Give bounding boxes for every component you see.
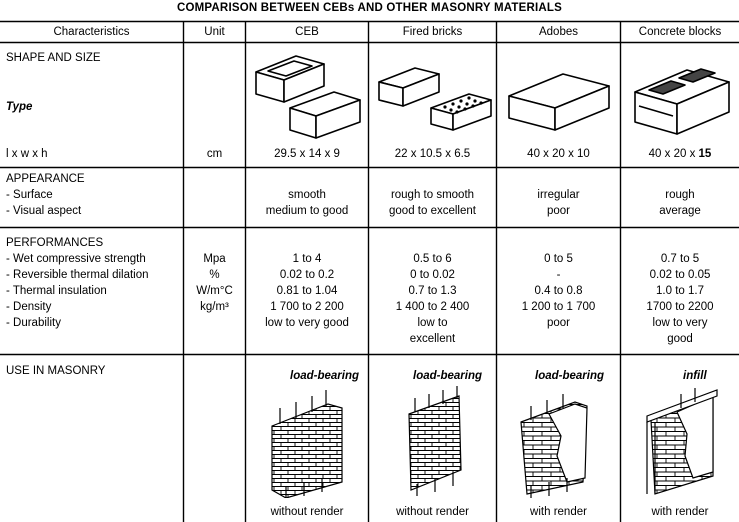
perf-label-strength: - Wet compressive strength xyxy=(6,253,146,265)
perf-unit-dilation: % xyxy=(209,269,220,281)
col-header-concrete: Concrete blocks xyxy=(638,26,722,38)
ceb-wall-illustration xyxy=(246,386,368,498)
shape-dims-unit: cm xyxy=(206,148,223,160)
perf-fired-2: 0.7 to 1.3 xyxy=(408,285,457,297)
ceb-blocks-illustration xyxy=(246,44,368,144)
appearance-heading: APPEARANCE xyxy=(6,173,85,185)
fired-wall-illustration xyxy=(369,386,496,498)
perf-adobes-4: poor xyxy=(546,317,571,329)
appearance-fired-surface: rough to smooth xyxy=(390,189,475,201)
perf-concrete-2: 1.0 to 1.7 xyxy=(656,285,704,297)
appearance-adobes-surface: irregular xyxy=(537,189,580,201)
perf-adobes-2: 0.4 to 0.8 xyxy=(534,285,583,297)
perf-unit-insulation: W/m°C xyxy=(196,285,233,297)
masonry-concrete-use: infill xyxy=(683,370,707,382)
appearance-adobes-visual: poor xyxy=(546,205,571,217)
perf-fired-0: 0.5 to 6 xyxy=(413,253,452,265)
shape-dims-ceb: 29.5 x 14 x 9 xyxy=(274,148,340,160)
col-header-unit: Unit xyxy=(204,26,225,38)
perf-unit-density: kg/m³ xyxy=(200,301,229,313)
col-header-adobes: Adobes xyxy=(538,26,578,38)
concrete-block-illustration xyxy=(621,44,739,144)
perf-ceb-4: low to very good xyxy=(265,317,349,329)
perf-fired-3: 1 400 to 2 400 xyxy=(395,301,470,313)
shape-heading: SHAPE AND SIZE xyxy=(6,52,101,64)
fired-bricks-illustration xyxy=(369,44,496,144)
appearance-concrete-visual: average xyxy=(659,205,701,217)
masonry-heading: USE IN MASONRY xyxy=(6,365,106,377)
perf-ceb-3: 1 700 to 2 200 xyxy=(270,301,344,313)
perf-label-durability: - Durability xyxy=(6,317,61,329)
perf-concrete-3: 1700 to 2200 xyxy=(646,301,714,313)
appearance-fired-visual: good to excellent xyxy=(389,205,476,217)
perf-concrete-5: good xyxy=(667,333,693,345)
masonry-fired-render: without render xyxy=(396,506,469,518)
appearance-ceb-visual: medium to good xyxy=(265,205,349,217)
shape-type-label: Type xyxy=(6,101,33,113)
masonry-fired-use: load-bearing xyxy=(413,370,483,382)
adobe-wall-illustration xyxy=(497,386,620,498)
perf-label-dilation: - Reversible thermal dilation xyxy=(6,269,149,281)
masonry-concrete-render: with render xyxy=(651,506,709,518)
perf-adobes-3: 1 200 to 1 700 xyxy=(521,301,596,313)
table-title: COMPARISON BETWEEN CEBs AND OTHER MASONRY MATERIALS xyxy=(176,2,563,14)
col-header-characteristics: Characteristics xyxy=(53,26,130,38)
perf-unit-strength: Mpa xyxy=(203,253,226,265)
perf-fired-4: low to xyxy=(417,317,448,329)
perf-concrete-4: low to very xyxy=(652,317,708,329)
masonry-ceb-render: without render xyxy=(270,506,344,518)
col-header-fired: Fired bricks xyxy=(402,26,463,38)
perf-adobes-1: - xyxy=(556,269,561,281)
masonry-ceb-use: load-bearing xyxy=(290,370,360,382)
perf-concrete-1: 0.02 to 0.05 xyxy=(649,269,711,281)
perf-label-density: - Density xyxy=(6,301,52,313)
perf-fired-5: excellent xyxy=(409,333,456,345)
appearance-visual-label: - Visual aspect xyxy=(6,205,82,217)
perf-fired-1: 0 to 0.02 xyxy=(410,269,455,281)
shape-dims-adobes: 40 x 20 x 10 xyxy=(527,148,590,160)
perf-label-insulation: - Thermal insulation xyxy=(6,285,107,297)
appearance-concrete-surface: rough xyxy=(665,189,695,201)
perf-ceb-2: 0.81 to 1.04 xyxy=(276,285,338,297)
perf-ceb-0: 1 to 4 xyxy=(292,253,322,265)
appearance-ceb-surface: smooth xyxy=(288,189,326,201)
concrete-wall-illustration xyxy=(621,386,739,498)
appearance-surface-label: - Surface xyxy=(6,189,53,201)
shape-dims-concrete: 40 x 20 x 15 xyxy=(648,148,712,160)
perf-ceb-1: 0.02 to 0.2 xyxy=(279,269,335,281)
masonry-adobes-render: with render xyxy=(530,506,587,518)
perf-concrete-0: 0.7 to 5 xyxy=(660,253,700,265)
masonry-adobes-use: load-bearing xyxy=(535,370,605,382)
col-header-ceb: CEB xyxy=(295,26,319,38)
shape-dims-fired: 22 x 10.5 x 6.5 xyxy=(394,148,471,160)
shape-dims-label: l x w x h xyxy=(6,148,48,160)
perf-adobes-0: 0 to 5 xyxy=(544,253,573,265)
adobe-illustration xyxy=(497,44,620,144)
performances-heading: PERFORMANCES xyxy=(6,237,104,249)
